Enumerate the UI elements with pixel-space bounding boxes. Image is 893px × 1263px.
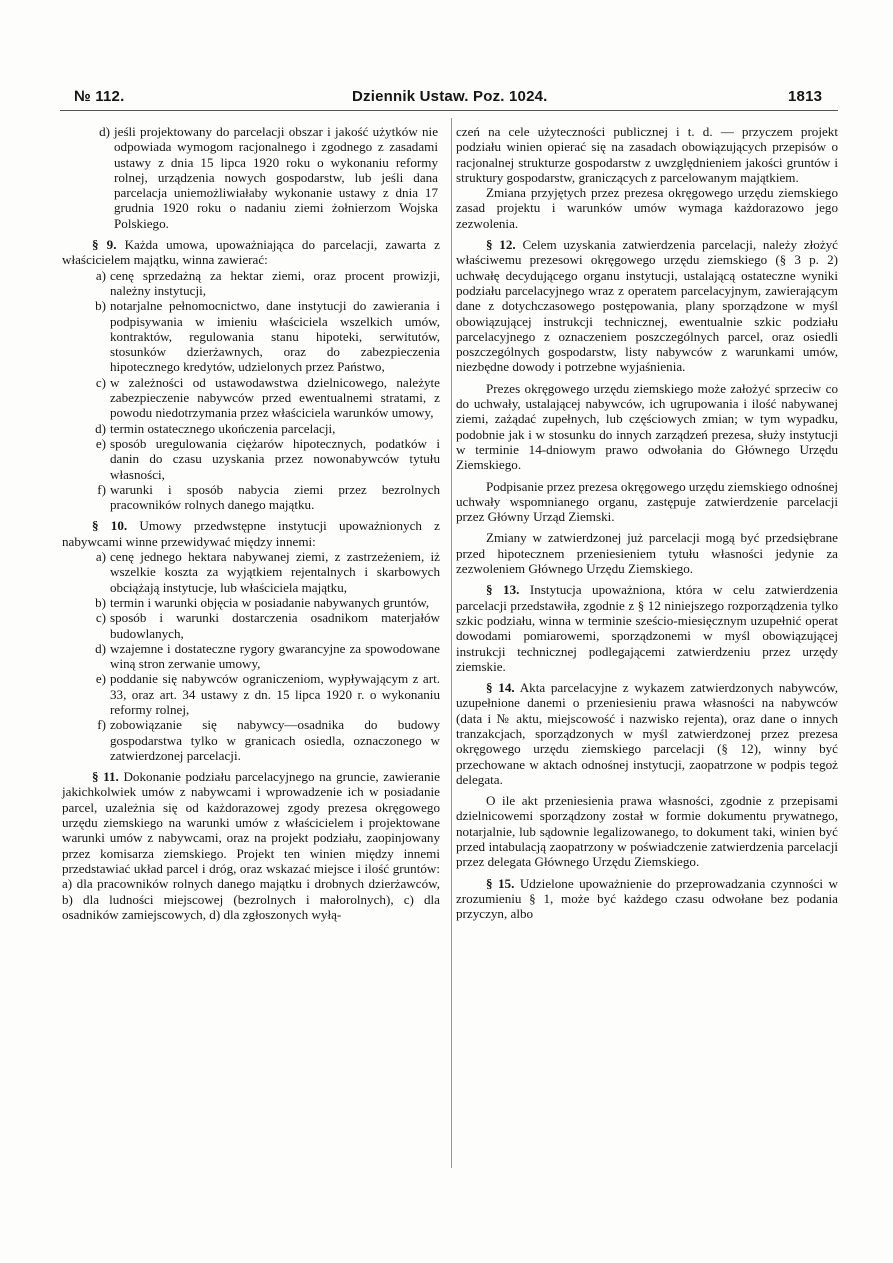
item-label: f) — [97, 717, 106, 733]
section-number: § 10. — [92, 518, 128, 534]
item-text: cenę sprzedażną za hektar ziemi, oraz procent prowizji, należny instytucji, — [110, 267, 440, 298]
item-text: warunki i sposób nabycia ziemi przez bezrolnych pracowników rolnych danego majątku. — [110, 481, 440, 513]
item-text: jeśli projektowany do parcelacji obszar i jakość użytków nie odpowiada wymogom racjonalnego i zgodnego z zasadami ustawy z dnia 15 lipca 1920 roku o wykonaniu reformy rolnej, urządzenia nowych gospodarstw, lub jeśli dana parcelacja uniemożliwiałaby wykonanie ustawy z dnia 17 grudnia 1920 roku o nadaniu ziemi żołnierzom Wojska Polskiego. — [114, 124, 438, 231]
section-12-paragraph: Zmiany w zatwierdzonej już parcelacji mogą być przedsiębrane przed hipotecznem przeniesieniem tytułu własności jedynie za zezwoleniem Głównego Urzędu Ziemskiego. — [456, 530, 838, 577]
list-item — [62, 549, 440, 595]
issue-number: № 112. — [74, 88, 125, 105]
item-text: zobowiązanie się nabywcy—osadnika do budowy gospodarstwa tylko w granicach osiedla, oznaczonego w zatwierdzonej parcelacji. — [110, 717, 440, 763]
item-label: e) — [95, 671, 106, 687]
item-text: notarjalne pełnomocnictwo, dane instytucji do zawierania i podpisywania w imieniu właściciela wszelkich umów, kontraktów, regulowania stanu hipoteki, serwitutów, stosunków dzierżawnych, oraz do zabezpieczenia hipotecznego kredytów, udzielonych przez Państwo, — [110, 298, 440, 375]
item-label: c) — [95, 374, 106, 390]
item-label: b) — [95, 298, 106, 314]
item-label: c) — [95, 610, 106, 626]
list-item — [62, 436, 440, 482]
section-14-paragraph: O ile akt przeniesienia prawa własności, zgodnie z przepisami dzielnicowemi sporządzony został w formie dokumentu prywatnego, notarjalnie, lub sądownie legalizowanego, to dokument taki, winien być przed intabulacją zaopatrzony w poświadczenie zatwierdzenia parcelacji przez delegata Głównego Urzędu Ziemskiego. — [456, 793, 838, 870]
item-label: a) — [95, 549, 106, 565]
section-number: § 12. — [486, 237, 516, 253]
list-item — [62, 671, 440, 717]
column-divider — [451, 118, 452, 1168]
item-text: w zależności od ustawodawstwa dzielnicowego, należyte zabezpieczenie nabywców przed ewentualnemi stratami, z powodu niedotrzymania przez właściciela warunków umowy, — [110, 374, 440, 421]
list-item — [62, 421, 440, 436]
item-text: termin ostatecznego ukończenia parcelacji, — [110, 420, 336, 436]
section-15 — [456, 876, 838, 922]
item-label: d) — [95, 640, 106, 656]
section-text: Dokonanie podziału parcelacyjnego na gruncie, zawieranie jakichkolwiek umów z nabywcami i wprowadzenie ich w posiadanie parcel, uzależnia się od każdorazowej zgody prezesa okręgowego urzędu ziemskiego na warunki umów z właścicielem i projektowane warunki umów z nabywcami, oraz na projekt podziału, zaopinjowany przez komisarza ziemskiego. Projekt ten winien między innemi przedstawiać układ parcel i dróg, oraz wskazać miejsce i ilość gruntów: a) dla pracowników rolnych danego majątku i drobnych dzierżawców, b) dla ludności miejscowej (bezrolnych i małorolnych), c) dla osadników zamiejscowych, d) dla zgłoszonych wyłą- — [62, 769, 440, 922]
header-rule — [60, 110, 838, 111]
section-11-continued: czeń na cele użyteczności publicznej i t. d. — przyczem projekt podziału winien opierać się na zasadach obowiązujących przepisów o racjonalnej strukturze gospodarstw z uwzględnieniem jakości gruntów i struktury gospodarstw, graniczących z parcelowanym majątkiem. — [456, 124, 838, 185]
section-number: § 14. — [486, 680, 515, 696]
item-text: sposób uregulowania ciężarów hipotecznych, podatków i danin do czasu uzyskania przez nowonabywców tytułu własności, — [110, 435, 440, 482]
section-text: Każda umowa, upoważniająca do parcelacji, zawarta z właścicielem majątku, winna zawierać: — [62, 237, 440, 268]
list-item — [62, 717, 440, 763]
section-11-paragraph: Zmiana przyjętych przez prezesa okręgowego urzędu ziemskiego zasad projektu i warunków umów wymaga każdorazowo jego zezwolenia. — [456, 185, 838, 231]
list-item — [62, 610, 440, 641]
section-12-paragraph: Podpisanie przez prezesa okręgowego urzędu ziemskiego odnośnej uchwały wspomnianego organu, zastępuje zatwierdzenie parcelacji przez Główny Urząd Ziemski. — [456, 478, 838, 525]
item-text: poddanie się nabywców ograniczeniom, wypływającym z art. 33, oraz art. 34 ustawy z dn. 15 lipca 1920 r. o wykonaniu reformy rolnej, — [110, 671, 440, 717]
item-label: b) — [95, 594, 106, 610]
section-14 — [456, 680, 838, 787]
section-number: § 9. — [92, 237, 117, 253]
list-item — [62, 482, 440, 513]
list-item — [62, 298, 440, 374]
item-text: wzajemne i dostateczne rygory gwarancyjne za spowodowane winą stron zerwanie umowy, — [110, 640, 440, 672]
section-text: Celem uzyskania zatwierdzenia parcelacji, należy złożyć właściwemu prezesowi okręgowego urzędu ziemskiego (§ 3 p. 2) uchwałę decydującego organu instytucji, ustalającą ostateczne wyniki podziału parcelacyjnego wraz z operatem parcelacyjnym, zawierającym dane z dotychczasowego postępowania, plany sporządzone w myśl obowiązującej instrukcji technicznej, ewentualnie szkic podziału parcelacyjnego z oznaczeniem poszczególnych parcel, oraz osiedli poszczególnych gospodarstw, listy nabywców z warunkami umów, niezbędne dowody i potrzebne wyjaśnienia. — [456, 237, 838, 375]
list-item — [62, 375, 440, 421]
item-label: a) — [95, 267, 106, 283]
item-text: sposób i warunki dostarczenia osadnikom materjałów budowlanych, — [110, 610, 440, 641]
section-number: § 15. — [486, 875, 515, 891]
section-13 — [456, 582, 838, 674]
section-12 — [456, 237, 838, 375]
list-item — [62, 268, 440, 299]
right-column — [456, 124, 838, 922]
section-number: § 13. — [486, 582, 520, 598]
item-label: f) — [97, 481, 106, 497]
section-text: Umowy przedwstępne instytucji upoważnionych z nabywcami winne przewidywać między innemi: — [62, 518, 440, 549]
item-text: cenę jednego hektara nabywanej ziemi, z zastrzeżeniem, iż wszelkie koszta za wyjątkiem rejentalnych i skarbowych obciążają instytucje, lub właściciela majątku, — [110, 549, 440, 595]
item-label: d) — [95, 420, 106, 436]
list-item — [62, 124, 440, 231]
section-text: Udzielone upoważnienie do przeprowadzania czynności w zrozumieniu § 1, może być każdego czasu odwołane bez podania przyczyn, albo — [456, 875, 838, 922]
list-item — [62, 641, 440, 672]
list-item — [62, 595, 440, 610]
section-number: § 11. — [92, 769, 119, 785]
section-10-intro — [62, 518, 440, 549]
left-column — [62, 124, 440, 922]
section-text: Instytucja upoważniona, która w celu zatwierdzenia parcelacji przedstawiła, zgodnie z § 12 niniejszego rozporządzenia tylko szkic podziału, winna w terminie sześcio-miesięcznym uzupełnić operat dowodami pomiarowemi, sporządzonemi w myśl obowiązującej instrukcji technicznej podlegającemi zatwierdzeniu przez urzędy ziemskie. — [456, 582, 838, 674]
item-label: d) — [99, 124, 110, 139]
journal-title: Dziennik Ustaw. Poz. 1024. — [352, 88, 548, 105]
item-text: termin i warunki objęcia w posiadanie nabywanych gruntów, — [110, 594, 430, 610]
section-text: Akta parcelacyjne z wykazem zatwierdzonych nabywców, uzupełnione danemi o przeniesieniu prawa własności na nabywców (data i № aktu, miejscowość i nazwisko rejenta), oraz dane o innych tranzakcjach, sporządzonych w myśl zatwierdzonej przez prezesa okręgowego urzędu ziemskiego parcelacji (§ 12), winny być przechowane w aktach odnośnej instytucji, zaopatrzone w podpis tegoż delegata. — [456, 680, 838, 787]
section-9-intro — [62, 237, 440, 268]
item-label: e) — [95, 435, 106, 451]
section-12-paragraph: Prezes okręgowego urzędu ziemskiego może założyć sprzeciw co do uchwały, ustalającej nabywców, ich ugrupowania i ilość nabywanej ziemi, zażądać zupełnych, lub częściowych zmian; w tym wypadku, podobnie jak i w stosunku do innych zarządzeń prezesa, służy instytucji w terminie 14-dniowym prawo odwołania do Głównego Urzędu Ziemskiego. — [456, 380, 838, 473]
page-number: 1813 — [788, 88, 823, 105]
section-11 — [62, 769, 440, 922]
